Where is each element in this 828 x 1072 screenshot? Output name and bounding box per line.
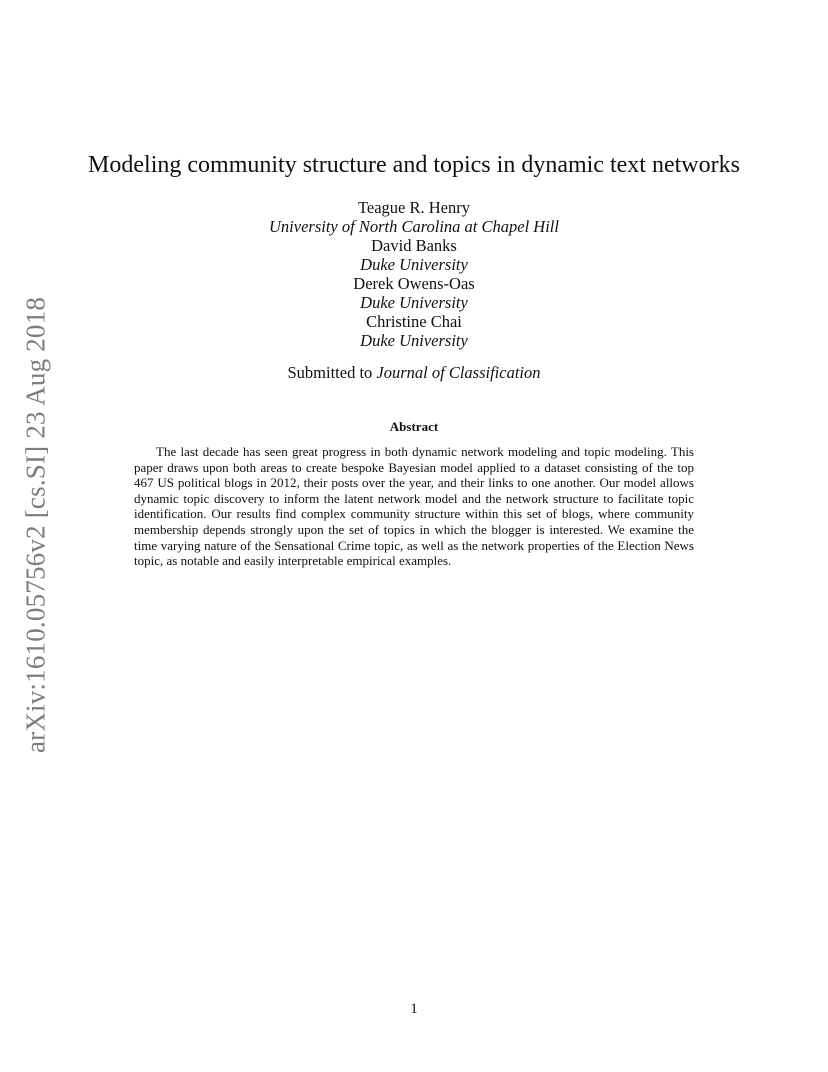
author-affiliation: University of North Carolina at Chapel Hill — [269, 217, 559, 236]
abstract-heading: Abstract — [389, 419, 439, 434]
submission-prefix: Submitted to — [287, 363, 377, 382]
page-number: 1 — [410, 1001, 418, 1017]
author-affiliation: Duke University — [360, 255, 468, 274]
author-name: Christine Chai — [366, 312, 462, 331]
paper-title: Modeling community structure and topics in dynamic text networks — [88, 152, 740, 178]
abstract-text: The last decade has seen great progress in both dynamic network modeling and topic modeling. This paper draws upon both areas to create bespoke Bayesian model applied to a dataset consisting of the top 467 US political blogs in 2012, their posts over the year, and their links to one another. Our model allows dynamic topic discovery to inform the latent network model and the network structure to facilitate topic identification. Our results find complex community structure within this set of blogs, where community membership depends strongly upon the set of topics in which the blogger is interested. We examine the time varying nature of the Sensational Crime topic, as well as the network properties of the Election News topic, as notable and easily interpretable empirical examples. — [134, 444, 694, 569]
author-name: David Banks — [371, 236, 457, 255]
arxiv-identifier: arXiv:1610.05756v2 [cs.SI] 23 Aug 2018 — [20, 296, 51, 754]
journal-name: Journal of Classification — [376, 363, 541, 382]
author-name: Teague R. Henry — [357, 198, 470, 217]
author-block — [0, 198, 828, 350]
author-affiliation: Duke University — [360, 293, 468, 312]
author-affiliation: Duke University — [360, 331, 468, 350]
author-name: Derek Owens-Oas — [353, 274, 475, 293]
submission-note — [0, 363, 828, 383]
